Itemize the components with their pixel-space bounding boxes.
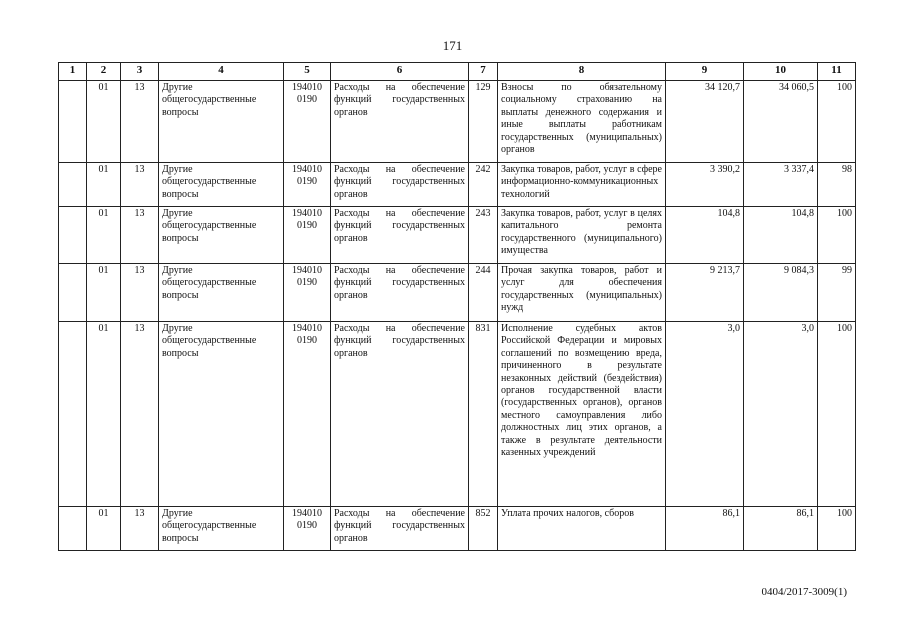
table-row — [59, 264, 856, 322]
header-row — [59, 63, 856, 81]
col-header-9: 9 — [666, 63, 744, 81]
target-code-part2: 0190 — [297, 220, 317, 232]
cell-target-code — [284, 81, 331, 163]
cell-actual-amount: 86,1 — [744, 507, 818, 551]
col-header-4: 4 — [159, 63, 284, 81]
cell-expense-name: Прочая закупка товаров, работ и услуг для обеспечения государственных (муниципальных) нужд — [498, 264, 666, 322]
cell-section-name: Другие общегосударственные вопросы — [159, 207, 284, 264]
cell-actual-amount: 34 060,5 — [744, 81, 818, 163]
cell-target-name: Расходы на обеспечение функций государственных органов — [331, 264, 469, 322]
cell-expense-code: 129 — [469, 81, 498, 163]
cell-col1 — [59, 81, 87, 163]
cell-subsection: 13 — [121, 507, 159, 551]
col-header-8: 8 — [498, 63, 666, 81]
cell-section: 01 — [87, 163, 121, 207]
target-code-part2: 0190 — [297, 94, 317, 106]
cell-section: 01 — [87, 322, 121, 507]
cell-target-name: Расходы на обеспечение функций государственных органов — [331, 81, 469, 163]
cell-planned-amount: 9 213,7 — [666, 264, 744, 322]
cell-percent: 100 — [818, 507, 856, 551]
target-code-part1: 194010 — [292, 508, 322, 519]
cell-planned-amount: 34 120,7 — [666, 81, 744, 163]
cell-percent: 100 — [818, 81, 856, 163]
cell-actual-amount: 9 084,3 — [744, 264, 818, 322]
cell-section-name: Другие общегосударственные вопросы — [159, 81, 284, 163]
cell-target-code — [284, 207, 331, 264]
document-code: 0404/2017-3009(1) — [761, 586, 847, 598]
target-code-part2: 0190 — [297, 277, 317, 289]
cell-expense-code: 242 — [469, 163, 498, 207]
target-code-part1: 194010 — [292, 265, 322, 276]
cell-target-code — [284, 163, 331, 207]
budget-table — [58, 62, 856, 551]
cell-section: 01 — [87, 81, 121, 163]
cell-subsection: 13 — [121, 264, 159, 322]
cell-target-name: Расходы на обеспечение функций государственных органов — [331, 322, 469, 507]
target-code-part2: 0190 — [297, 335, 317, 347]
cell-percent: 100 — [818, 207, 856, 264]
cell-col1 — [59, 163, 87, 207]
cell-col1 — [59, 207, 87, 264]
table-row — [59, 163, 856, 207]
cell-target-code — [284, 322, 331, 507]
col-header-2: 2 — [87, 63, 121, 81]
cell-actual-amount: 104,8 — [744, 207, 818, 264]
cell-expense-name: Уплата прочих налогов, сборов — [498, 507, 666, 551]
cell-target-name: Расходы на обеспечение функций государственных органов — [331, 207, 469, 264]
cell-subsection: 13 — [121, 207, 159, 264]
cell-target-name: Расходы на обеспечение функций государственных органов — [331, 507, 469, 551]
cell-col1 — [59, 322, 87, 507]
cell-section-name: Другие общегосударственные вопросы — [159, 322, 284, 507]
cell-expense-code: 243 — [469, 207, 498, 264]
cell-section: 01 — [87, 507, 121, 551]
target-code-part1: 194010 — [292, 164, 322, 175]
cell-expense-name: Взносы по обязательному социальному страхованию на выплаты денежного содержания и иные выплаты работникам государственных (муниципальных) органов — [498, 81, 666, 163]
cell-actual-amount: 3 337,4 — [744, 163, 818, 207]
col-header-6: 6 — [331, 63, 469, 81]
cell-col1 — [59, 507, 87, 551]
cell-actual-amount: 3,0 — [744, 322, 818, 507]
col-header-10: 10 — [744, 63, 818, 81]
cell-subsection: 13 — [121, 163, 159, 207]
col-header-3: 3 — [121, 63, 159, 81]
col-header-5: 5 — [284, 63, 331, 81]
cell-subsection: 13 — [121, 322, 159, 507]
cell-section: 01 — [87, 264, 121, 322]
cell-subsection: 13 — [121, 81, 159, 163]
cell-section: 01 — [87, 207, 121, 264]
cell-expense-code: 852 — [469, 507, 498, 551]
table-row — [59, 81, 856, 163]
cell-planned-amount: 86,1 — [666, 507, 744, 551]
target-code-part1: 194010 — [292, 208, 322, 219]
col-header-1: 1 — [59, 63, 87, 81]
cell-target-name: Расходы на обеспечение функций государственных органов — [331, 163, 469, 207]
target-code-part1: 194010 — [292, 82, 322, 93]
target-code-part2: 0190 — [297, 520, 317, 532]
cell-percent: 98 — [818, 163, 856, 207]
cell-percent: 100 — [818, 322, 856, 507]
cell-planned-amount: 3 390,2 — [666, 163, 744, 207]
table-row — [59, 507, 856, 551]
cell-expense-code: 244 — [469, 264, 498, 322]
cell-expense-code: 831 — [469, 322, 498, 507]
cell-expense-name: Закупка товаров, работ, услуг в целях капитального ремонта государственного (муниципального) имущества — [498, 207, 666, 264]
table-row — [59, 207, 856, 264]
page-number: 171 — [442, 38, 463, 53]
cell-expense-name: Исполнение судебных актов Российской Федерации и мировых соглашений по возмещению вреда, причиненного в результате незаконных действий (бездействия) органов государственной власти (государственных органов), органов местного самоуправления либо должностных лиц этих органов, а также в результате деятельности казенных учреждений — [498, 322, 666, 507]
cell-planned-amount: 3,0 — [666, 322, 744, 507]
cell-expense-name: Закупка товаров, работ, услуг в сфере информационно-коммуникационных технологий — [498, 163, 666, 207]
cell-target-code — [284, 264, 331, 322]
target-code-part1: 194010 — [292, 323, 322, 334]
cell-target-code — [284, 507, 331, 551]
cell-section-name: Другие общегосударственные вопросы — [159, 264, 284, 322]
cell-col1 — [59, 264, 87, 322]
cell-planned-amount: 104,8 — [666, 207, 744, 264]
table-row — [59, 322, 856, 507]
cell-section-name: Другие общегосударственные вопросы — [159, 507, 284, 551]
target-code-part2: 0190 — [297, 176, 317, 188]
col-header-7: 7 — [469, 63, 498, 81]
cell-percent: 99 — [818, 264, 856, 322]
col-header-11: 11 — [818, 63, 856, 81]
cell-section-name: Другие общегосударственные вопросы — [159, 163, 284, 207]
